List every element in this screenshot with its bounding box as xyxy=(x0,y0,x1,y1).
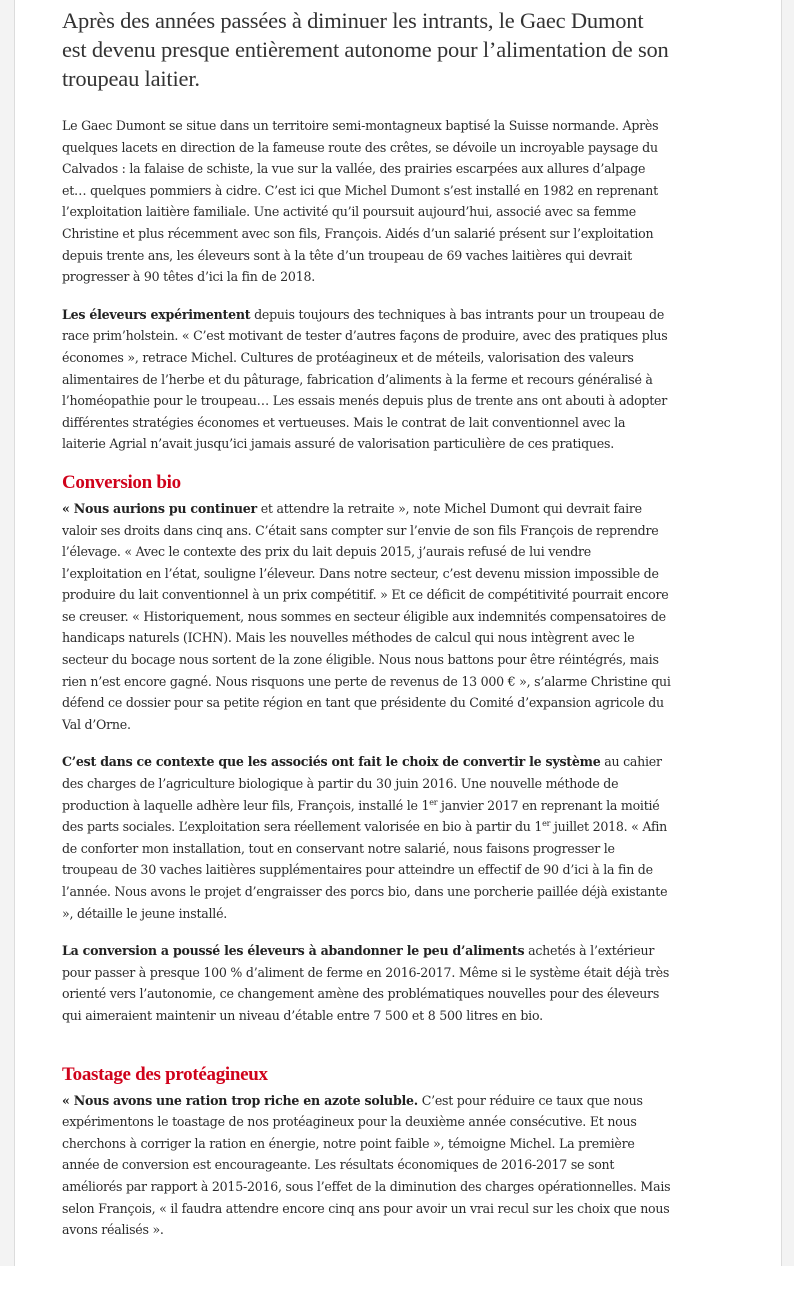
paragraph-text: depuis toujours des techniques à bas intrants pour un troupeau de race prim’holstein. « C’est motivant de tester d’autres façons de produire, avec des pratiques plus économes », retrace Michel. Cultures de protéagineux et de méteils, valorisation des valeurs alimentaires de l’herbe et du pâturage, fabrication d’aliments à la ferme et recours généralisé à l’homéopathie pour le troupeau… Les essais menés depuis plus de trente ans ont abouti à adopter différentes stratégies économes et vertueuses. Mais le contrat de lait conventionnel avec la laiterie Agrial n’avait jusqu’ici jamais assuré de valorisation particulière de ces pratiques. xyxy=(62,306,668,452)
paragraph-lead-in: La conversion a poussé les éleveurs à abandonner le peu d’aliments xyxy=(62,943,525,959)
paragraph-text: C’est pour réduire ce taux que nous expérimentons le toastage de nos protéagineux pour la deuxième année consécutive. Et nous cherchons à corriger la ration en énergie, notre point faible », témoigne Michel. La première année de conversion est encourageante. Les résultats économiques de 2016-2017 se sont améliorés par rapport à 2015-2016, sous l’effet de la diminution des charges opérationnelles. Mais selon François, « il faudra attendre encore cinq ans pour avoir un vrai recul sur les choix que nous avons réalisés ». xyxy=(62,1092,671,1238)
section-heading-toastage: Toastage des protéagineux xyxy=(62,1063,268,1085)
paragraph-lead-in: « Nous avons une ration trop riche en azote soluble. xyxy=(62,1092,418,1108)
paragraph-ration xyxy=(62,1090,672,1241)
paragraph-retraite xyxy=(62,498,672,736)
paragraph-text: janvier 2017 en reprenant la moitié des parts sociales. L’exploitation sera réellement valorisée en bio à partir du 1 xyxy=(62,797,660,835)
article-sheet xyxy=(14,0,782,1266)
paragraph-techniques xyxy=(62,304,672,455)
article-lead: Après des années passées à diminuer les intrants, le Gaec Dumont est devenu presque entièrement autonome pour l’alimentation de son troupeau laitier. xyxy=(62,8,669,91)
paragraph-text: et attendre la retraite », note Michel Dumont qui devrait faire valoir ses droits dans cinq ans. C’était sans compter sur l’envie de son fils François de reprendre l’élevage. « Avec le contexte des prix du lait depuis 2015, j’aurais refusé de lui vendre l’exploitation en l’état, souligne l’éleveur. Dans notre secteur, c’est devenu mission impossible de produire du lait conventionnel à un prix compétitif. » Et ce déficit de compétitivité pourrait encore se creuser. « Historiquement, nous sommes en secteur éligible aux indemnités compensatoires de handicaps naturels (ICHN). Mais les nouvelles méthodes de calcul qui nous intègrent avec le secteur du bocage nous sortent de la zone éligible. Nous nous battons pour être réintégrés, mais rien n’est encore gagné. Nous risquons une perte de revenus de 13 000 € », s’alarme Christine qui défend ce dossier pour sa petite région en tant que présidente du Comité d’expansion agricole du Val d’Orne. xyxy=(62,500,671,732)
paragraph-lead-in: « Nous aurions pu continuer xyxy=(62,500,257,516)
paragraph-text: achetés à l’extérieur pour passer à presque 100 % d’aliment de ferme en 2016-2017. Même si le système était déjà très orienté vers l’autonomie, ce changement amène des problématiques nouvelles pour des éleveurs qui aimeraient maintenir un niveau d’étable entre 7 500 et 8 500 litres en bio. xyxy=(62,943,670,1023)
paragraph-text: au cahier des charges de l’agriculture biologique à partir du 30 juin 2016. Une nouvelle méthode de production à laquelle adhère leur fils, François, installé le 1 xyxy=(62,754,662,813)
paragraph-intro xyxy=(62,115,672,288)
ordinal-superscript: er xyxy=(429,797,438,807)
article-body xyxy=(62,6,672,1257)
paragraph-text: juillet 2018. « Afin de conforter mon installation, tout en conservant notre salarié, nous faisons progresser le troupeau de 30 vaches laitières supplémentaires pour atteindre un effectif de 90 d’ici à la fin de l’année. Nous avons le projet d’engraisser des porcs bio, dans une porcherie paillée déjà existante », détaille le jeune installé. xyxy=(62,819,668,921)
paragraph-aliments xyxy=(62,940,672,1026)
ordinal-superscript: er xyxy=(542,819,551,829)
paragraph-lead-in: Les éleveurs expérimentent xyxy=(62,306,251,322)
paragraph-lead-in: C’est dans ce contexte que les associés ont fait le choix de convertir le système xyxy=(62,754,601,770)
paragraph-choix-conversion xyxy=(62,751,672,924)
section-heading-conversion-bio: Conversion bio xyxy=(62,471,181,493)
paragraph-text: Le Gaec Dumont se situe dans un territoire semi-montagneux baptisé la Suisse normande. Après quelques lacets en direction de la fameuse route des crêtes, se dévoile un incroyable paysage du Calvados : la falaise de schiste, la vue sur la vallée, des prairies escarpées aux allures d’alpage et… quelques pommiers à cidre. C’est ici que Michel Dumont s’est installé en 1982 en reprenant l’exploitation laitière familiale. Une activité qu’il poursuit aujourd’hui, associé avec sa femme Christine et plus récemment avec son fils, François. Aidés d’un salarié présent sur l’exploitation depuis trente ans, les éleveurs sont à la tête d’un troupeau de 69 vaches laitières qui devrait progresser à 90 têtes d’ici la fin de 2018. xyxy=(62,118,659,285)
